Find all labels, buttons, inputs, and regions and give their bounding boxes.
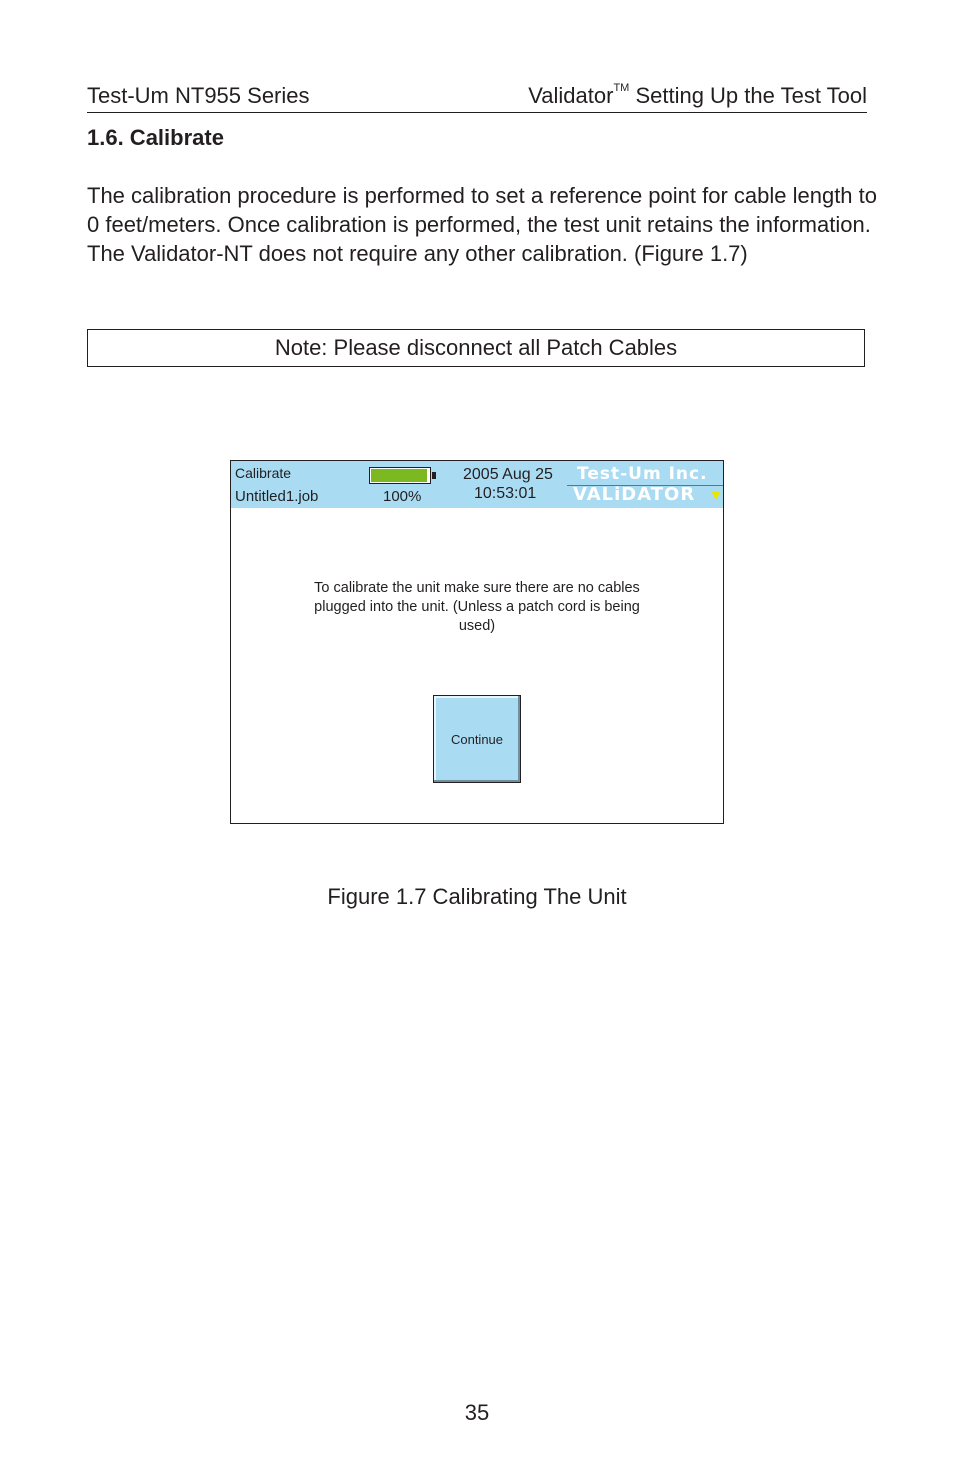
status-bar	[231, 461, 723, 508]
page-number: 35	[464, 1400, 490, 1425]
brand-company: Test-Um Inc.	[577, 464, 708, 484]
section-title: 1.6. Calibrate	[87, 125, 224, 150]
date-display: 2005 Aug 25	[463, 466, 553, 483]
figure-caption: Figure 1.7 Calibrating The Unit	[327, 884, 627, 909]
page-header	[87, 80, 867, 113]
job-name: Untitled1.job	[235, 488, 319, 505]
device-screen	[230, 460, 724, 824]
header-series: Test-Um NT955 Series	[87, 83, 310, 108]
continue-button[interactable]: Continue	[433, 695, 521, 783]
trademark-mark: TM	[613, 81, 630, 94]
body-paragraph: The calibration procedure is performed to set a reference point for cable length to 0 feet/meters. Once calibration is performed, the test unit retains the information. The Validator-NT does not require any other calibration. (Figure 1.7)	[87, 183, 878, 266]
header-section: Setting Up the Test Tool	[629, 83, 867, 108]
battery-percent: 100%	[383, 488, 422, 505]
time-display: 10:53:01	[474, 485, 537, 502]
brand-logo	[567, 464, 723, 508]
brand-product: VALiDATOR	[573, 484, 696, 505]
calibration-message: To calibrate the unit make sure there are no cables plugged into the unit. (Unless a patch cord is being used)	[314, 580, 640, 634]
mode-label: Calibrate	[235, 465, 292, 481]
header-chapter	[528, 83, 867, 109]
battery-level	[371, 469, 427, 482]
battery-icon	[369, 467, 431, 484]
dropdown-arrow-icon[interactable]	[711, 491, 721, 500]
header-product: Validator	[528, 83, 614, 108]
battery-tip	[432, 472, 436, 479]
note-box: Note: Please disconnect all Patch Cables	[87, 329, 865, 367]
